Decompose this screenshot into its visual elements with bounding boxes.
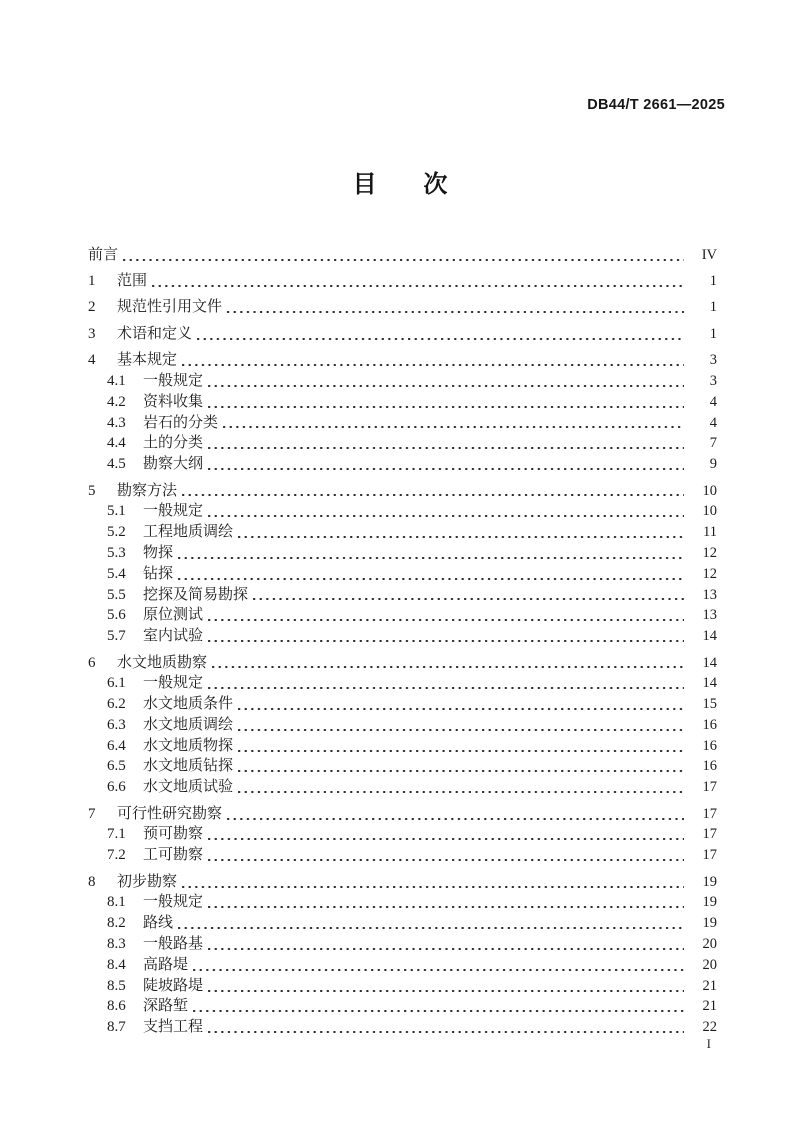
entry-title: 钻探 xyxy=(143,565,174,582)
entry-title: 工可勘察 xyxy=(143,847,204,864)
toc-entry xyxy=(88,297,717,318)
entry-page-number: 20 xyxy=(702,936,717,953)
toc-entry xyxy=(88,756,717,777)
entry-number: 8.6 xyxy=(107,998,126,1015)
leader-dots xyxy=(182,364,684,366)
entry-title: 深路堑 xyxy=(143,998,189,1015)
toc-entry xyxy=(88,564,717,585)
leader-dots xyxy=(208,640,684,642)
entry-title: 勘察方法 xyxy=(117,482,178,499)
entry-title: 水文地质物探 xyxy=(143,737,234,754)
leader-dots xyxy=(152,285,684,287)
entry-number: 8.5 xyxy=(107,977,126,994)
entry-number: 6.2 xyxy=(107,696,126,713)
toc-entry xyxy=(88,736,717,757)
toc-entry xyxy=(88,543,717,564)
toc-entry xyxy=(88,955,717,976)
entry-page-number: 7 xyxy=(709,435,717,452)
entry-page-number: 20 xyxy=(702,956,717,973)
entry-title: 工程地质调绘 xyxy=(143,524,234,541)
entry-page-number: 17 xyxy=(702,805,717,822)
toc-entry xyxy=(88,371,717,392)
leader-dots xyxy=(208,948,684,950)
toc-entry xyxy=(88,694,717,715)
entry-number: 8 xyxy=(88,873,96,890)
entry-page-number: 4 xyxy=(709,414,717,431)
entry-page-number: 22 xyxy=(702,1019,717,1036)
entry-number: 4.1 xyxy=(107,372,126,389)
entry-number: 6.3 xyxy=(107,716,126,733)
leader-dots xyxy=(208,468,684,470)
toc-entry xyxy=(88,976,717,997)
entry-page-number: 19 xyxy=(702,915,717,932)
leader-dots xyxy=(208,447,684,449)
entry-number: 6 xyxy=(88,654,96,671)
leader-dots xyxy=(208,838,684,840)
entry-title: 一般规定 xyxy=(143,503,204,520)
entry-title: 支挡工程 xyxy=(143,1019,204,1036)
leader-dots xyxy=(212,666,684,668)
toc-entry xyxy=(88,626,717,647)
footer-page-number: I xyxy=(706,1036,711,1051)
entry-title: 一般规定 xyxy=(143,894,204,911)
entry-number: 4.3 xyxy=(107,414,126,431)
entry-title: 陡坡路堤 xyxy=(143,977,204,994)
leader-dots xyxy=(227,818,684,820)
leader-dots xyxy=(193,1010,684,1012)
entry-number: 5.2 xyxy=(107,524,126,541)
toc-entry xyxy=(88,454,717,475)
toc-entry xyxy=(88,804,717,825)
entry-page-number: 10 xyxy=(702,503,717,520)
entry-number: 7.2 xyxy=(107,847,126,864)
toc-entry xyxy=(88,872,717,893)
entry-title: 资料收集 xyxy=(143,393,204,410)
doc-number: DB44/T 2661—2025 xyxy=(587,97,725,113)
toc-entry xyxy=(88,350,717,371)
entry-number: 8.4 xyxy=(107,956,126,973)
entry-number: 5.3 xyxy=(107,544,126,561)
entry-title: 原位测试 xyxy=(143,607,204,624)
toc-entry xyxy=(88,245,717,266)
leader-dots xyxy=(238,536,684,538)
entry-number: 5.7 xyxy=(107,628,126,645)
entry-title: 物探 xyxy=(143,544,174,561)
leader-dots xyxy=(253,598,684,600)
leader-dots xyxy=(193,969,684,971)
leader-dots xyxy=(208,859,684,861)
toc-entry xyxy=(88,392,717,413)
entry-title: 范围 xyxy=(117,272,148,289)
entry-number: 8.3 xyxy=(107,936,126,953)
toc-list xyxy=(88,239,717,1038)
leader-dots xyxy=(208,619,684,621)
entry-page-number: 13 xyxy=(702,586,717,603)
entry-number: 6.5 xyxy=(107,758,126,775)
entry-number: 5 xyxy=(88,482,96,499)
entry-title: 勘察大纲 xyxy=(143,456,204,473)
entry-page-number: 16 xyxy=(702,737,717,754)
entry-number: 8.7 xyxy=(107,1019,126,1036)
entry-page-number: 17 xyxy=(702,826,717,843)
entry-title: 初步勘察 xyxy=(117,873,178,890)
entry-page-number: 14 xyxy=(702,628,717,645)
entry-page-number: 21 xyxy=(702,977,717,994)
leader-dots xyxy=(208,406,684,408)
leader-dots xyxy=(208,687,684,689)
entry-title: 挖探及简易勘探 xyxy=(143,586,249,603)
entry-title: 水文地质调绘 xyxy=(143,716,234,733)
entry-title: 一般规定 xyxy=(143,372,204,389)
entry-page-number: 1 xyxy=(709,272,717,289)
leader-dots xyxy=(123,259,684,261)
entry-page-number: 12 xyxy=(702,565,717,582)
toc-entry xyxy=(88,934,717,955)
toc-entry xyxy=(88,996,717,1017)
toc-entry xyxy=(88,585,717,606)
entry-number: 5.1 xyxy=(107,503,126,520)
entry-number: 2 xyxy=(88,299,96,316)
entry-page-number: 19 xyxy=(702,894,717,911)
leader-dots xyxy=(178,927,684,929)
toc-entry xyxy=(88,605,717,626)
entry-title: 一般路基 xyxy=(143,936,204,953)
toc-entry xyxy=(88,715,717,736)
toc-entry xyxy=(88,1017,717,1038)
leader-dots xyxy=(238,791,684,793)
toc-entry xyxy=(88,413,717,434)
entry-page-number: 15 xyxy=(702,696,717,713)
leader-dots xyxy=(208,515,684,517)
entry-page-number: 14 xyxy=(702,654,717,671)
leader-dots xyxy=(238,770,684,772)
toc-entry xyxy=(88,653,717,674)
toc-entry xyxy=(88,433,717,454)
toc-entry xyxy=(88,777,717,798)
entry-page-number: 16 xyxy=(702,758,717,775)
entry-page-number: 13 xyxy=(702,607,717,624)
entry-number: 5.5 xyxy=(107,586,126,603)
entry-title: 可行性研究勘察 xyxy=(117,805,223,822)
entry-title: 基本规定 xyxy=(117,352,178,369)
entry-number: 4.2 xyxy=(107,393,126,410)
entry-title: 水文地质钻探 xyxy=(143,758,234,775)
leader-dots xyxy=(223,426,684,428)
entry-page-number: 14 xyxy=(702,675,717,692)
entry-number: 8.2 xyxy=(107,915,126,932)
leader-dots xyxy=(208,385,684,387)
page-title: 目 次 xyxy=(352,172,448,198)
entry-page-number: 21 xyxy=(702,998,717,1015)
leader-dots xyxy=(182,494,684,496)
leader-dots xyxy=(227,311,684,313)
toc-entry xyxy=(88,845,717,866)
entry-number: 5.6 xyxy=(107,607,126,624)
toc-entry xyxy=(88,271,717,292)
leader-dots xyxy=(178,557,684,559)
entry-page-number: 12 xyxy=(702,544,717,561)
entry-title: 水文地质勘察 xyxy=(117,654,208,671)
entry-number: 7.1 xyxy=(107,826,126,843)
entry-page-number: 17 xyxy=(702,779,717,796)
entry-number: 1 xyxy=(88,272,96,289)
entry-title: 水文地质条件 xyxy=(143,696,234,713)
entry-page-number: IV xyxy=(701,246,717,263)
entry-page-number: 10 xyxy=(702,482,717,499)
entry-title: 岩石的分类 xyxy=(143,414,219,431)
entry-title: 规范性引用文件 xyxy=(117,299,223,316)
entry-page-number: 11 xyxy=(703,524,717,541)
entry-number: 4.4 xyxy=(107,435,126,452)
entry-title: 前言 xyxy=(88,246,119,263)
leader-dots xyxy=(238,750,684,752)
entry-page-number: 17 xyxy=(702,847,717,864)
leader-dots xyxy=(182,886,684,888)
toc-entry xyxy=(88,673,717,694)
entry-page-number: 19 xyxy=(702,873,717,890)
entry-number: 7 xyxy=(88,805,96,822)
entry-number: 6.1 xyxy=(107,675,126,692)
entry-page-number: 3 xyxy=(709,352,717,369)
toc-entry xyxy=(88,481,717,502)
entry-title: 路线 xyxy=(143,915,174,932)
entry-title: 术语和定义 xyxy=(117,325,193,342)
entry-page-number: 1 xyxy=(709,299,717,316)
leader-dots xyxy=(178,578,684,580)
toc-entry xyxy=(88,892,717,913)
toc-entry xyxy=(88,913,717,934)
entry-page-number: 1 xyxy=(709,325,717,342)
entry-number: 8.1 xyxy=(107,894,126,911)
entry-page-number: 4 xyxy=(709,393,717,410)
entry-page-number: 9 xyxy=(709,456,717,473)
toc-entry xyxy=(88,522,717,543)
leader-dots xyxy=(208,1031,684,1033)
entry-title: 一般规定 xyxy=(143,675,204,692)
entry-number: 5.4 xyxy=(107,565,126,582)
entry-number: 6.6 xyxy=(107,779,126,796)
entry-title: 室内试验 xyxy=(143,628,204,645)
entry-page-number: 16 xyxy=(702,716,717,733)
entry-title: 土的分类 xyxy=(143,435,204,452)
entry-number: 4 xyxy=(88,352,96,369)
toc-entry xyxy=(88,501,717,522)
entry-page-number: 3 xyxy=(709,372,717,389)
entry-number: 4.5 xyxy=(107,456,126,473)
leader-dots xyxy=(238,708,684,710)
leader-dots xyxy=(208,990,684,992)
entry-number: 6.4 xyxy=(107,737,126,754)
entry-title: 水文地质试验 xyxy=(143,779,234,796)
leader-dots xyxy=(208,906,684,908)
toc-entry xyxy=(88,824,717,845)
toc-entry xyxy=(88,324,717,345)
leader-dots xyxy=(238,729,684,731)
entry-number: 3 xyxy=(88,325,96,342)
entry-title: 预可勘察 xyxy=(143,826,204,843)
entry-title: 高路堤 xyxy=(143,956,189,973)
leader-dots xyxy=(197,338,684,340)
